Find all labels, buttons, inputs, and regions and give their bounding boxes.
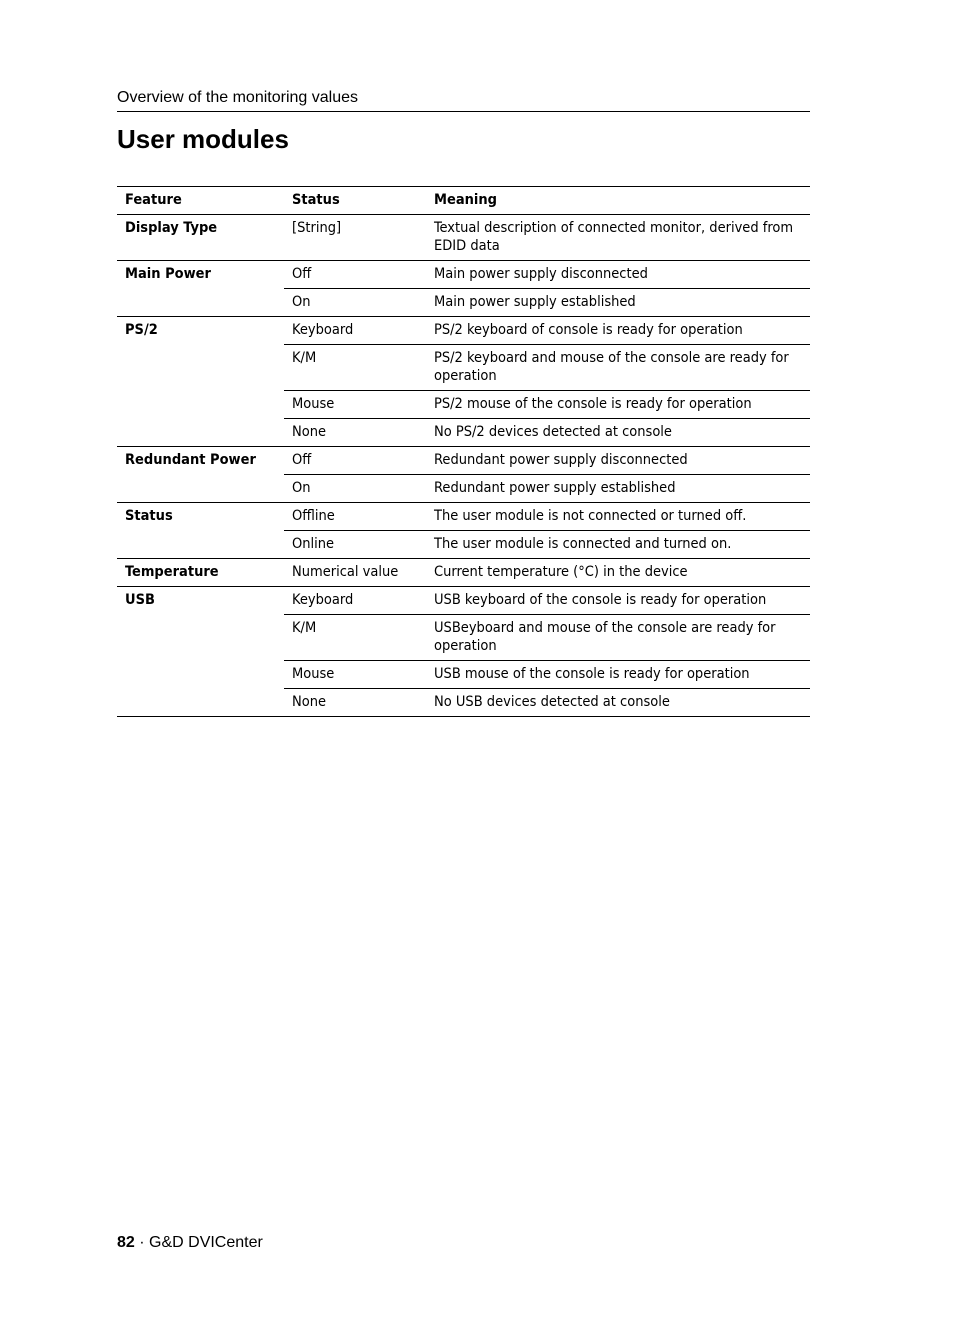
column-header-meaning: Meaning xyxy=(426,187,810,215)
user-modules-table xyxy=(117,186,810,717)
table-row xyxy=(117,447,810,475)
feature-cell: USB xyxy=(117,587,284,717)
status-cell: Mouse xyxy=(284,661,426,689)
running-header: Overview of the monitoring values xyxy=(117,89,810,112)
meaning-cell: Redundant power supply established xyxy=(426,475,810,503)
meaning-cell: The user module is not connected or turned off. xyxy=(426,503,810,531)
table-row xyxy=(117,503,810,531)
status-cell: Mouse xyxy=(284,391,426,419)
page-footer xyxy=(117,1234,263,1252)
status-cell: Off xyxy=(284,261,426,289)
meaning-cell: Main power supply established xyxy=(426,289,810,317)
status-cell: Offline xyxy=(284,503,426,531)
table-body xyxy=(117,215,810,717)
table-row xyxy=(117,261,810,289)
meaning-cell: Textual description of connected monitor, derived from EDID data xyxy=(426,215,810,261)
status-cell: None xyxy=(284,689,426,717)
column-header-feature: Feature xyxy=(117,187,284,215)
status-cell: [String] xyxy=(284,215,426,261)
feature-cell: Temperature xyxy=(117,559,284,587)
status-cell: Online xyxy=(284,531,426,559)
footer-separator: · xyxy=(134,1234,150,1251)
meaning-cell: PS/2 mouse of the console is ready for operation xyxy=(426,391,810,419)
column-header-status: Status xyxy=(284,187,426,215)
status-cell: None xyxy=(284,419,426,447)
meaning-cell: Current temperature (°C) in the device xyxy=(426,559,810,587)
status-cell: Keyboard xyxy=(284,317,426,345)
status-cell: Keyboard xyxy=(284,587,426,615)
page-number: 82 xyxy=(117,1234,135,1251)
meaning-cell: PS/2 keyboard of console is ready for operation xyxy=(426,317,810,345)
feature-cell: Status xyxy=(117,503,284,559)
feature-cell: Display Type xyxy=(117,215,284,261)
product-name: G&D DVICenter xyxy=(149,1234,263,1251)
status-cell: K/M xyxy=(284,345,426,391)
status-cell: On xyxy=(284,289,426,317)
table-row xyxy=(117,587,810,615)
meaning-cell: USB mouse of the console is ready for operation xyxy=(426,661,810,689)
feature-cell: Main Power xyxy=(117,261,284,317)
meaning-cell: Redundant power supply disconnected xyxy=(426,447,810,475)
table-row xyxy=(117,317,810,345)
meaning-cell: No PS/2 devices detected at console xyxy=(426,419,810,447)
meaning-cell: No USB devices detected at console xyxy=(426,689,810,717)
meaning-cell: PS/2 keyboard and mouse of the console are ready for operation xyxy=(426,345,810,391)
meaning-cell: Main power supply disconnected xyxy=(426,261,810,289)
meaning-cell: The user module is connected and turned on. xyxy=(426,531,810,559)
status-cell: Off xyxy=(284,447,426,475)
table-row xyxy=(117,559,810,587)
feature-cell: Redundant Power xyxy=(117,447,284,503)
status-cell: K/M xyxy=(284,615,426,661)
table-row xyxy=(117,215,810,261)
meaning-cell: USBeyboard and mouse of the console are ready for operation xyxy=(426,615,810,661)
status-cell: Numerical value xyxy=(284,559,426,587)
page-title: User modules xyxy=(117,124,289,154)
status-cell: On xyxy=(284,475,426,503)
meaning-cell: USB keyboard of the console is ready for operation xyxy=(426,587,810,615)
table-header-row xyxy=(117,187,810,215)
feature-cell: PS/2 xyxy=(117,317,284,447)
